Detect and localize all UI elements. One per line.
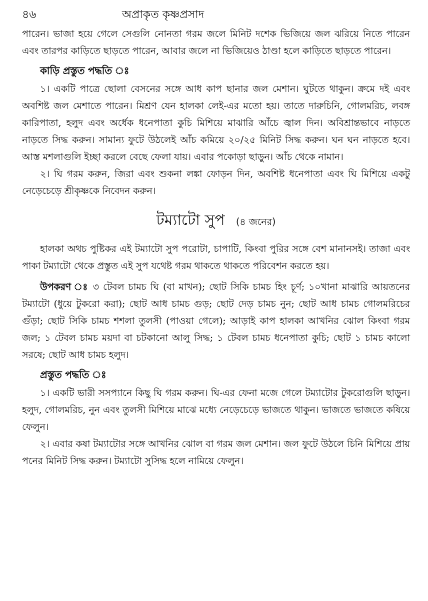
running-title: অপ্রাকৃত কৃষ্ণপ্রসাদ [122,8,205,21]
soup-method-heading: প্রস্তুত পদ্ধতি ঃ [40,370,107,381]
soup-title-block [22,210,410,233]
soup-servings: (৪ জনের) [235,217,276,228]
ingredients-text: ৩ টেবল চামচ ঘি (বা মাখন); ছোট সিকি চামচ হিং চূর্ণ; ১০খানা মাঝারি আয়তনের টম্যাটো (ধুয়ে টুকরো করা); ছোট আধ চামচ গুড়; ছোট দেড় চামচ নুন; ছোট আধ চামচ গোলমরিচের গুঁড়া; ছোট সিকি চামচ শশলা তুলসী (পাওয়া গেলে); আড়াই কাপ হালকা আখনির ঝোল কিংবা গরম জল; ১ টেবল চামচ ময়দা বা চটকানো আলু সিদ্ধ; ১ টেবল চামচ ধনেপাতা কুচি; ছোট ১ চামচ কালো সরষে; ছোট আধ চামচ হলুদ। [22,282,410,361]
page-number: ৪৬ [22,8,37,21]
intro-paragraph: পারেন। ভাজা হয়ে গেলে সেগুলি নোনতা গরম জলে মিনিট দশেক ভিজিয়ে জল ঝরিয়ে নিতে পারেন এবং তারপর কাড়িতে ছাড়তে পারেন, আবার জলে না ভিজিয়েও ঠাণ্ডা হলে কাড়িতে ছাড়তে পারেন। [22,29,410,57]
soup-step-2: ২। এবার কষা টম্যাটোর সঙ্গে আখনির ঝোল বা গরম জল মেশান। জল ফুটে উঠলে চিনি মিশিয়ে প্রায় পনের মিনিট সিদ্ধ করুন। টম্যাটো সুসিদ্ধ হলে নামিয়ে ফেলুন। [22,439,410,467]
kadhi-step-1: ১। একটি পাত্রে ছোলা বেসনের সঙ্গে আধ কাপ ছানার জল মেশান। ঘুটতে থাকুন। ক্রমে দই এবং অবশিষ্ট জল মেশাতে পারেন। মিশ্রণ যেন হালকা লেই-এর মতো হয়। তাতে দারুচিনি, গোলমরিচ, লবঙ্গ কারিপাতা, হলুদ এবং অর্ধেক ধনেপাতা কুচি মিশিয়ে মাঝারি আঁচে জ্বাল দিন। অবিশ্রান্তভাবে নাড়তে নাড়তে সিদ্ধ করুন। সামান্য ফুটে উঠলেই আঁচ কমিয়ে ২০/২৫ মিনিট সিদ্ধ করুন। ঘন ঘন নাড়তে হবে। আস্ত মশলাগুলি ইচ্ছা করলে বেছে ফেলা যায়। এবার পকোড়া ছাড়ুন। আঁচ থেকে নামান। [22,84,410,163]
kadhi-step-2: ২। ঘি গরম করুন, জিরা এবং শুকনা লঙ্কা ফোড়ন দিন, অবশিষ্ট ধনেপাতা এবং ঘি মিশিয়ে একটু নেড়েচেড়ে শ্রীকৃষ্ণকে নিবেদন করুন। [22,169,410,197]
soup-intro: হালকা অথচ পুষ্টিকর এই টম্যাটো সুপ পরোটা, চাপাটি, কিংবা পুরির সঙ্গে বেশ মানানসই। তাজা এবং পাকা টম্যাটো থেকে প্রস্তুত এই সুপ যথেষ্ট গরম থাকতে থাকতে পরিবেশন করতে হয়। [22,244,410,272]
soup-ingredients [22,279,410,364]
page-header [22,6,410,26]
ingredients-label: উপকরণ ঃ [40,282,89,293]
kadhi-method-heading: কাড়ি প্রস্তুত পদ্ধতি ঃ [40,66,130,77]
soup-title: টম্যাটো সুপ [156,211,225,229]
soup-step-1: ১। একটি ভারী সসপ্যানে কিছু ঘি গরম করুন। ঘি-এর ফেনা মজে গেলে টম্যাটোর টুকরোগুলি ছাড়ুন। হলুদ, গোলমরিচ, নুন এবং তুলসী মিশিয়ে মাঝে মধ্যে নেড়েচেড়ে ভাজতে থাকুন। ভাজতে ভাজতে কষিয়ে ফেলুন। [22,388,410,433]
